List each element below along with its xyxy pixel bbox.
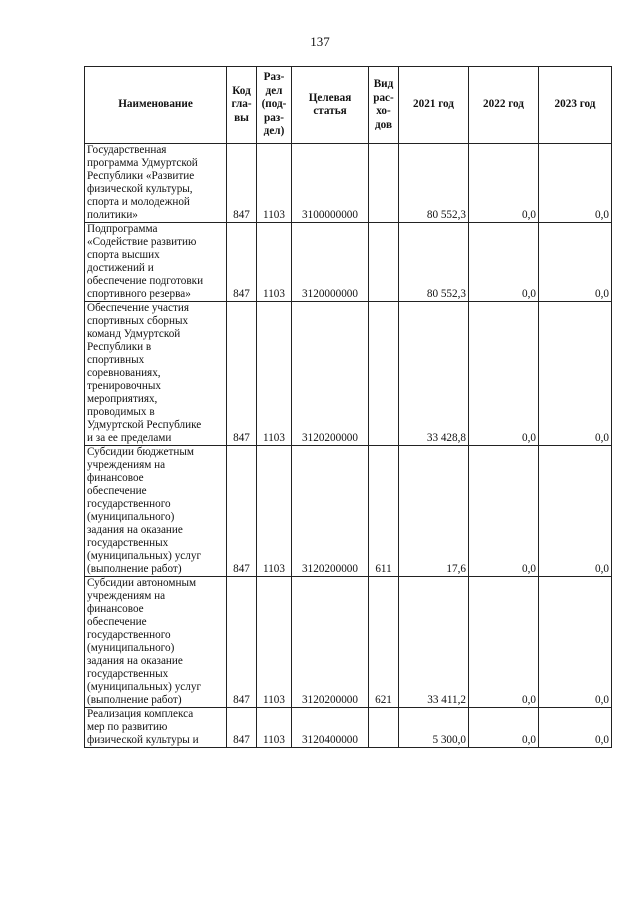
row-2023: 0,0 bbox=[539, 446, 612, 577]
row-2023: 0,0 bbox=[539, 302, 612, 446]
row-statya: 3120200000 bbox=[292, 446, 369, 577]
row-2022: 0,0 bbox=[469, 708, 539, 748]
row-2023: 0,0 bbox=[539, 223, 612, 302]
table-row bbox=[85, 446, 612, 577]
row-razdel: 1103 bbox=[257, 144, 292, 223]
row-2022: 0,0 bbox=[469, 446, 539, 577]
row-glava: 847 bbox=[227, 577, 257, 708]
row-glava: 847 bbox=[227, 302, 257, 446]
row-2021: 17,6 bbox=[399, 446, 469, 577]
row-name: Реализация комплекса мер по развитию физической культуры и bbox=[85, 708, 227, 748]
row-2022: 0,0 bbox=[469, 577, 539, 708]
table-row bbox=[85, 223, 612, 302]
row-2021: 80 552,3 bbox=[399, 223, 469, 302]
page-number: 137 bbox=[310, 34, 330, 49]
row-2022: 0,0 bbox=[469, 223, 539, 302]
row-statya: 3100000000 bbox=[292, 144, 369, 223]
row-vid: 611 bbox=[369, 446, 399, 577]
row-vid bbox=[369, 144, 399, 223]
row-name: Обеспечение участия спортивных сборных команд Удмуртской Республики в спортивных соревнованиях, тренировочных мероприятиях, проводимых в Удмуртской Республике и за ее пределами bbox=[85, 302, 227, 446]
row-statya: 3120200000 bbox=[292, 302, 369, 446]
header-vid: Вид рас- хо- дов bbox=[369, 67, 399, 144]
row-2021: 80 552,3 bbox=[399, 144, 469, 223]
row-2022: 0,0 bbox=[469, 144, 539, 223]
row-glava: 847 bbox=[227, 223, 257, 302]
table-header-row bbox=[85, 67, 612, 144]
header-razdel: Раз- дел (под- раз- дел) bbox=[257, 67, 292, 144]
row-2021: 33 411,2 bbox=[399, 577, 469, 708]
row-razdel: 1103 bbox=[257, 446, 292, 577]
table-row bbox=[85, 144, 612, 223]
row-name: Государственная программа Удмуртской Республики «Развитие физической культуры, спорта и молодежной политики» bbox=[85, 144, 227, 223]
row-vid bbox=[369, 708, 399, 748]
row-statya: 3120400000 bbox=[292, 708, 369, 748]
row-2023: 0,0 bbox=[539, 708, 612, 748]
table-row bbox=[85, 577, 612, 708]
row-razdel: 1103 bbox=[257, 302, 292, 446]
row-name: Субсидии бюджетным учреждениям на финансовое обеспечение государственного (муниципального) задания на оказание государственных (муниципальных) услуг (выполнение работ) bbox=[85, 446, 227, 577]
row-glava: 847 bbox=[227, 144, 257, 223]
header-2023: 2023 год bbox=[539, 67, 612, 144]
row-vid: 621 bbox=[369, 577, 399, 708]
row-statya: 3120000000 bbox=[292, 223, 369, 302]
row-2023: 0,0 bbox=[539, 144, 612, 223]
row-2021: 5 300,0 bbox=[399, 708, 469, 748]
row-razdel: 1103 bbox=[257, 223, 292, 302]
row-vid bbox=[369, 302, 399, 446]
header-name: Наименование bbox=[85, 67, 227, 144]
row-2022: 0,0 bbox=[469, 302, 539, 446]
row-name: Субсидии автономным учреждениям на финансовое обеспечение государственного (муниципального) задания на оказание государственных (муниципальных) услуг (выполнение работ) bbox=[85, 577, 227, 708]
row-razdel: 1103 bbox=[257, 708, 292, 748]
row-statya: 3120200000 bbox=[292, 577, 369, 708]
row-glava: 847 bbox=[227, 446, 257, 577]
row-2023: 0,0 bbox=[539, 577, 612, 708]
row-razdel: 1103 bbox=[257, 577, 292, 708]
row-2021: 33 428,8 bbox=[399, 302, 469, 446]
header-2021: 2021 год bbox=[399, 67, 469, 144]
header-glava: Код гла- вы bbox=[227, 67, 257, 144]
row-vid bbox=[369, 223, 399, 302]
table-row bbox=[85, 302, 612, 446]
budget-table bbox=[84, 66, 612, 748]
table-row bbox=[85, 708, 612, 748]
header-statya: Целевая статья bbox=[292, 67, 369, 144]
row-glava: 847 bbox=[227, 708, 257, 748]
row-name: Подпрограмма «Содействие развитию спорта высших достижений и обеспечение подготовки спортивного резерва» bbox=[85, 223, 227, 302]
header-2022: 2022 год bbox=[469, 67, 539, 144]
